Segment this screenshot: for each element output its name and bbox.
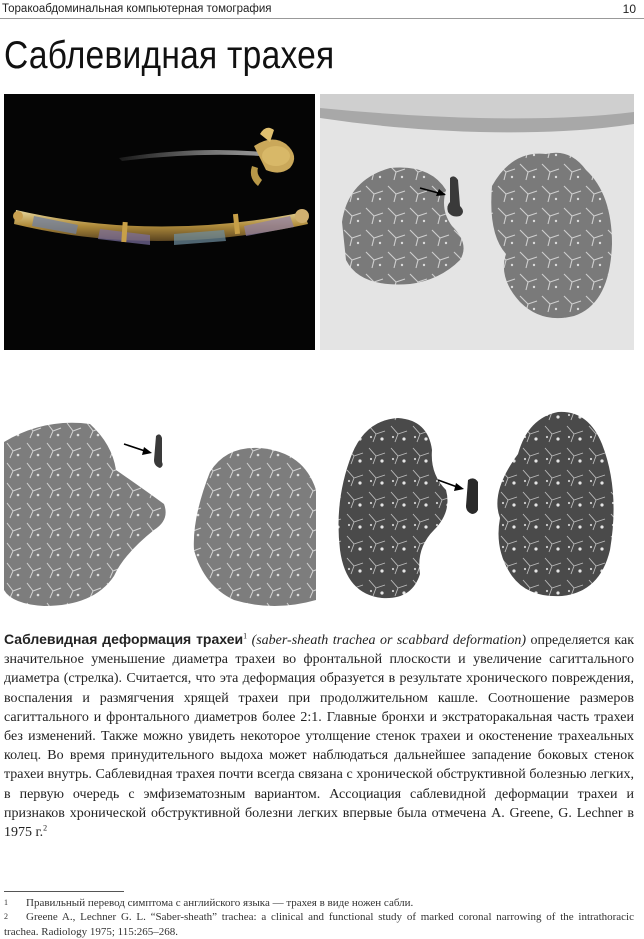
footnote-2-text: Greene A., Lechner G. L. “Saber-sheath” trachea: a clinical and functional study of marked coronal narrowing of the intrathoracic trachea. Radiology 1975; 115:265–268. — [4, 911, 634, 938]
footnote-1-text: Правильный перевод симптома с английского языка — трахея в виде ножен сабли. — [26, 897, 414, 909]
page-title: Саблевидная трахея — [4, 34, 335, 77]
footnote-2-mark: 2 — [4, 912, 8, 922]
footnote-1 — [4, 896, 634, 910]
body-paragraph — [4, 630, 634, 842]
ct-lower-right — [322, 400, 634, 612]
term-footnote-ref: 1 — [243, 631, 248, 641]
term-bold: Саблевидная деформация трахеи — [4, 631, 244, 647]
ct-lower-left-image — [4, 400, 316, 612]
scabbard-photo — [4, 94, 315, 350]
footnotes — [4, 896, 634, 939]
ct-lower-left — [4, 400, 316, 612]
footnote-2 — [4, 910, 634, 939]
footnote-1-mark: 1 — [4, 898, 8, 907]
running-header — [0, 0, 644, 19]
scabbard-photo-image — [4, 94, 315, 350]
body-text: определяется как значительное уменьшение диаметра трахеи во фронтальной плоскости и увеличение сагиттального диаметра (стрелка). Считается, что эта деформация образуется в результате хронического повреждения, воспаления и размягчения хрящей трахеи при продолжительном кашле. Соотношение размеров сагиттального и фронтального диаметров более 2:1. Главные бронхи и экстраторакальная часть трахеи без изменений. Также можно увидеть некоторое утолщение стенок трахеи и окостенение трахеальных колец. Во время принудительного выдоха может наблюдаться дальнейшее западение боковых стенок трахеи внутрь. Саблевидная трахея почти всегда связана с хронической обструктивной болезнью легких, в первую очередь с эмфизематозным вариантом. Ассоциация саблевидной деформации трахеи и признаков хронической обструктивной болезни легких впервые была отмечена A. Greene, G. Lechner в 1975 г. — [4, 633, 634, 841]
end-footnote-ref: 2 — [43, 823, 48, 833]
ct-lower-right-image — [322, 400, 634, 612]
page-number: 10 — [622, 2, 636, 16]
footnote-divider — [4, 891, 124, 892]
ct-upper-right-image — [320, 94, 634, 350]
running-title: Торакоабдоминальная компьютерная томография — [2, 3, 272, 15]
ct-upper-right — [320, 94, 634, 350]
term-english: (saber-sheath trachea or scabbard deformation) — [251, 633, 527, 648]
